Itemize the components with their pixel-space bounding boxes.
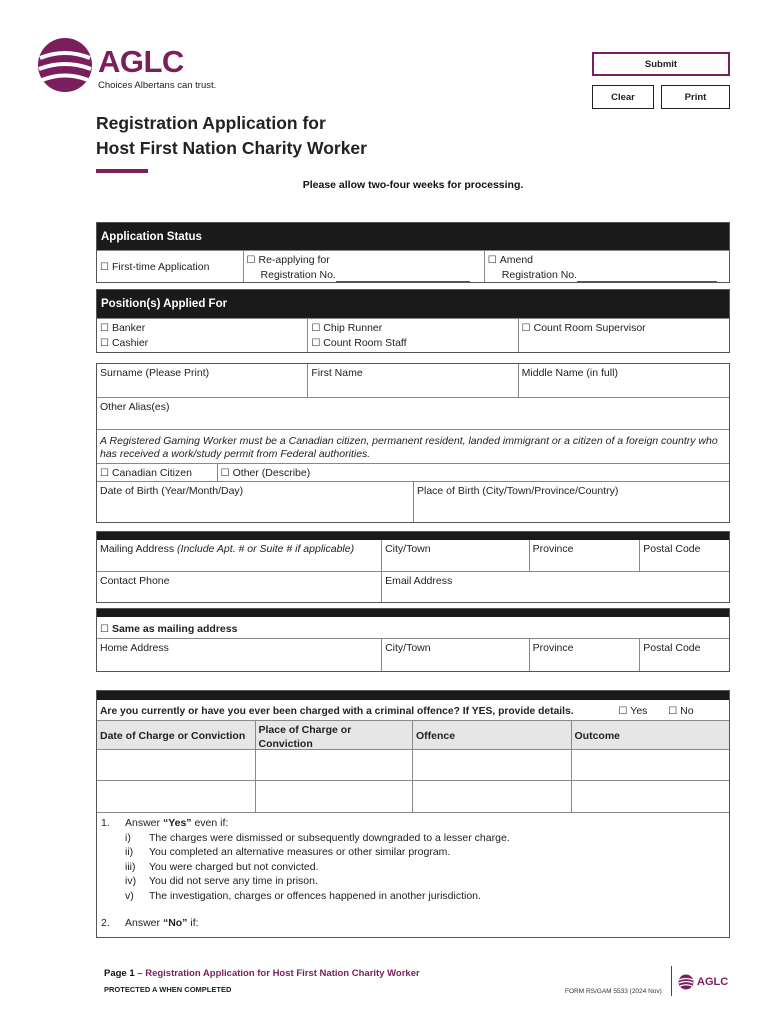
list-item (101, 889, 725, 904)
checkbox-icon[interactable]: ☐ (220, 468, 230, 479)
footer-form-title: Registration Application for Host First Nation Charity Worker (145, 968, 420, 979)
other-citizenship-label: Other (Describe) (232, 467, 311, 479)
item-text: Answer (125, 917, 163, 929)
footer-dash: – (134, 968, 146, 979)
cashier-label: Cashier (111, 337, 149, 349)
list-item (101, 860, 725, 875)
mailing-address-hint: (Include Apt. # or Suite # if applicable) (177, 543, 355, 555)
home-city-field[interactable]: City/Town (381, 639, 529, 671)
mailing-section (96, 531, 730, 603)
sub-number: iii) (125, 860, 136, 873)
cashier-option[interactable] (100, 336, 304, 351)
checkbox-icon[interactable]: ☐ (311, 338, 321, 349)
canadian-citizen-label: Canadian Citizen (111, 467, 192, 479)
surname-field[interactable]: Surname (Please Print) (100, 367, 210, 379)
processing-note: Please allow two-four weeks for processing. (302, 179, 524, 191)
home-province-field[interactable]: Province (529, 639, 640, 671)
reapplying-regno-field[interactable] (336, 281, 470, 282)
other-citizenship-option[interactable] (217, 464, 729, 481)
charge-place-input[interactable] (255, 781, 413, 812)
positions-section (96, 289, 730, 353)
citizenship-note: A Registered Gaming Worker must be a Canadian citizen, permanent resident, landed immigrant or a citizen of a foreign country who has received a work/study permit from Federal authorities. (100, 435, 718, 460)
charge-date-input[interactable] (97, 750, 255, 780)
item-bold: “No” (162, 917, 188, 929)
checkbox-icon[interactable]: ☐ (311, 323, 321, 334)
footer-page-title (104, 968, 420, 979)
mailing-address-label: Mailing Address (100, 543, 175, 555)
page-title (96, 111, 367, 161)
col-offence: Offence (412, 721, 571, 749)
checkbox-icon[interactable]: ☐ (668, 706, 678, 717)
charge-outcome-input[interactable] (571, 781, 730, 812)
banker-option[interactable] (100, 321, 304, 336)
criminal-no-label: No (680, 705, 694, 717)
sub-number: iv) (125, 875, 137, 887)
checkbox-icon[interactable]: ☐ (618, 706, 628, 717)
first-name-field[interactable]: First Name (307, 364, 517, 397)
item-text: if: (187, 917, 199, 929)
checkbox-icon[interactable]: ☐ (100, 323, 109, 334)
title-line-1: Registration Application for (96, 113, 326, 133)
charge-outcome-input[interactable] (571, 750, 730, 780)
col-place-line-1: Place of Charge or (258, 724, 352, 736)
middle-name-field[interactable]: Middle Name (in full) (518, 364, 729, 397)
col-outcome: Outcome (571, 721, 730, 749)
criminal-no-option[interactable] (665, 700, 729, 720)
footer-form-number: FORM RS/GAM 5533 (2024 Nov) (565, 988, 662, 995)
checkbox-icon[interactable]: ☐ (100, 338, 109, 349)
amend-option[interactable] (484, 251, 729, 282)
charge-offence-input[interactable] (412, 781, 571, 812)
submit-button[interactable]: Submit (592, 52, 730, 76)
sub-number: ii) (125, 846, 134, 858)
sub-text: The charges were dismissed or subsequently downgraded to a lesser charge. (149, 831, 510, 844)
list-item (101, 831, 725, 846)
sub-text: You completed an alternative measures or other similar program. (149, 846, 451, 858)
mailing-postal-field[interactable]: Postal Code (639, 540, 729, 571)
sub-text: You were charged but not convicted. (149, 860, 319, 873)
item-number: 2. (101, 917, 110, 929)
chip-runner-option[interactable] (311, 321, 514, 336)
title-line-2: Host First Nation Charity Worker (96, 138, 367, 158)
reapplying-regno-label: Registration No. (260, 269, 336, 281)
list-item (101, 845, 725, 860)
table-row (97, 749, 729, 780)
amend-regno-field[interactable] (577, 281, 717, 282)
personal-info-section (96, 363, 730, 523)
title-accent-bar (96, 169, 148, 173)
charge-date-input[interactable] (97, 781, 255, 812)
sub-number: i) (125, 831, 131, 844)
footer-brand: AGLC (697, 976, 729, 988)
item-bold: “Yes” (162, 817, 192, 829)
item-text: even if: (191, 817, 229, 829)
criminal-header-bar (97, 691, 729, 700)
checkbox-icon[interactable]: ☐ (100, 624, 109, 635)
col-place-line-2: Conviction (258, 738, 313, 750)
dob-field[interactable]: Date of Birth (Year/Month/Day) (100, 485, 244, 497)
col-date-of-charge: Date of Charge or Conviction (100, 730, 246, 742)
amend-label: Amend (499, 254, 534, 266)
checkbox-icon[interactable]: ☐ (487, 255, 497, 266)
item-number: 1. (101, 817, 110, 829)
clear-button[interactable]: Clear (592, 85, 654, 109)
chip-runner-label: Chip Runner (323, 322, 383, 334)
brand-name: AGLC (98, 44, 184, 79)
home-address-section (96, 608, 730, 672)
positions-header: Position(s) Applied For (97, 290, 729, 318)
list-item (101, 816, 725, 831)
reapplying-label: Re-applying for (258, 254, 330, 266)
sub-number: v) (125, 889, 134, 902)
criminal-yes-label: Yes (630, 705, 648, 717)
canadian-citizen-option[interactable] (97, 464, 217, 481)
first-time-option[interactable] (97, 251, 243, 282)
contact-phone-field[interactable]: Contact Phone (100, 575, 170, 587)
mailing-header-bar (97, 532, 729, 540)
list-item (101, 874, 725, 889)
banker-label: Banker (111, 322, 146, 334)
footer-divider (671, 966, 672, 996)
count-room-staff-label: Count Room Staff (323, 337, 407, 349)
aglc-logo-icon (678, 974, 694, 990)
footer-protected: PROTECTED A WHEN COMPLETED (104, 985, 232, 994)
home-postal-field[interactable]: Postal Code (639, 639, 729, 671)
criminal-instructions (97, 813, 729, 936)
charge-offence-input[interactable] (412, 750, 571, 780)
footer-page-number: Page 1 (104, 968, 135, 979)
list-item (101, 916, 725, 931)
pob-field[interactable]: Place of Birth (City/Town/Province/Country) (413, 482, 729, 522)
col-place-of-charge (255, 721, 413, 749)
mailing-city-field[interactable]: City/Town (381, 540, 529, 571)
sub-text: You did not serve any time in prison. (149, 875, 318, 887)
criminal-section (96, 690, 730, 938)
email-field[interactable]: Email Address (381, 572, 729, 602)
application-status-section (96, 222, 730, 283)
count-room-supervisor-label: Count Room Supervisor (533, 322, 646, 334)
other-alias-field[interactable]: Other Alias(es) (100, 401, 170, 413)
mailing-province-field[interactable]: Province (529, 540, 640, 571)
criminal-question: Are you currently or have you ever been charged with a criminal offence? If YES, provide details. (100, 706, 574, 717)
checkbox-icon[interactable]: ☐ (100, 262, 109, 273)
table-row (97, 780, 729, 812)
first-time-label: First-time Application (111, 261, 210, 273)
count-room-supervisor-option[interactable] (522, 321, 726, 336)
criminal-yes-option[interactable] (615, 700, 665, 720)
sub-text: The investigation, charges or offences happened in another jurisdiction. (149, 889, 481, 902)
same-as-mailing-option[interactable] (97, 617, 729, 638)
brand-tagline: Choices Albertans can trust. (98, 80, 217, 91)
charge-place-input[interactable] (255, 750, 413, 780)
amend-regno-label: Registration No. (501, 269, 578, 281)
same-as-mailing-label: Same as mailing address (111, 623, 238, 635)
reapplying-option[interactable] (243, 251, 484, 282)
checkbox-icon[interactable]: ☐ (521, 323, 531, 334)
home-header-bar (97, 609, 729, 617)
checkbox-icon[interactable]: ☐ (100, 468, 109, 479)
home-address-field[interactable]: Home Address (100, 642, 169, 654)
count-room-staff-option[interactable] (311, 336, 514, 351)
aglc-logo-icon (36, 36, 94, 94)
mailing-address-field[interactable] (97, 540, 381, 571)
print-button[interactable]: Print (661, 85, 730, 109)
item-text: Answer (125, 817, 163, 829)
application-status-header: Application Status (97, 223, 729, 250)
checkbox-icon[interactable]: ☐ (246, 255, 256, 266)
